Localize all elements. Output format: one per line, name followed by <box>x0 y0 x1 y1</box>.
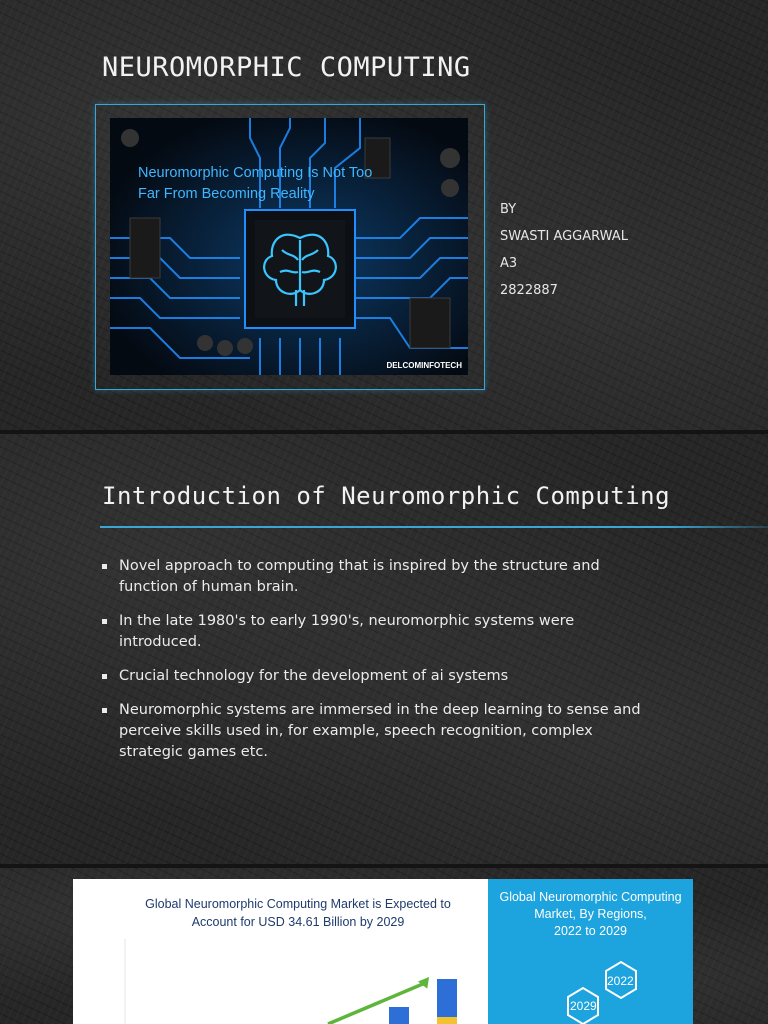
bullet-square-icon <box>102 708 107 713</box>
bullet-item <box>100 700 660 763</box>
bullet-text: Novel approach to computing that is inspired by the structure and function of human brain. <box>119 558 600 595</box>
bullet-list <box>100 556 660 776</box>
bullet-item <box>100 556 660 598</box>
title-slide <box>0 0 768 430</box>
image-frame <box>95 104 485 390</box>
bullet-text: Neuromorphic systems are immersed in the deep learning to sense and perceive skills used in, for example, speech recognition, complex strategic games etc. <box>119 702 641 760</box>
bullet-square-icon <box>102 674 107 679</box>
growth-bar <box>389 1007 409 1024</box>
slide-title: Introduction of Neuromorphic Computing <box>102 482 671 510</box>
author-by: BY <box>500 202 517 217</box>
circuit-board-image <box>110 118 468 375</box>
hex-label-2022: 2022 <box>607 974 634 988</box>
market-slide <box>0 868 768 1024</box>
market-infographic <box>73 879 693 1024</box>
circuit-board-graphic <box>110 118 468 375</box>
infographic-right-panel <box>488 879 693 1024</box>
infographic-left-title: Global Neuromorphic Computing Market is Expected to Account for USD 34.61 Billion by 2029 <box>145 897 451 929</box>
bullet-text: In the late 1980's to early 1990's, neuromorphic systems were introduced. <box>119 613 575 650</box>
bullet-text: Crucial technology for the development of ai systems <box>119 668 509 684</box>
bullet-square-icon <box>102 564 107 569</box>
author-roll-number: 2822887 <box>500 283 558 298</box>
image-caption: Neuromorphic Computing Is Not Too Far From Becoming Reality <box>138 165 373 202</box>
infographic-right-title: Global Neuromorphic Computing Market, By Regions, 2022 to 2029 <box>499 890 682 938</box>
title-underline <box>100 526 768 528</box>
author-block <box>500 200 628 308</box>
author-section: A3 <box>500 256 518 271</box>
growth-graphic <box>73 879 488 1024</box>
bullet-item <box>100 611 660 653</box>
author-name: SWASTI AGGARWAL <box>500 229 628 244</box>
image-brand-watermark: DELCOMINFOTECH <box>386 361 462 370</box>
bullet-item <box>100 666 660 687</box>
hex-label-2029: 2029 <box>570 999 597 1013</box>
slide-title: NEUROMORPHIC COMPUTING <box>102 52 471 83</box>
introduction-slide <box>0 434 768 864</box>
bullet-square-icon <box>102 619 107 624</box>
